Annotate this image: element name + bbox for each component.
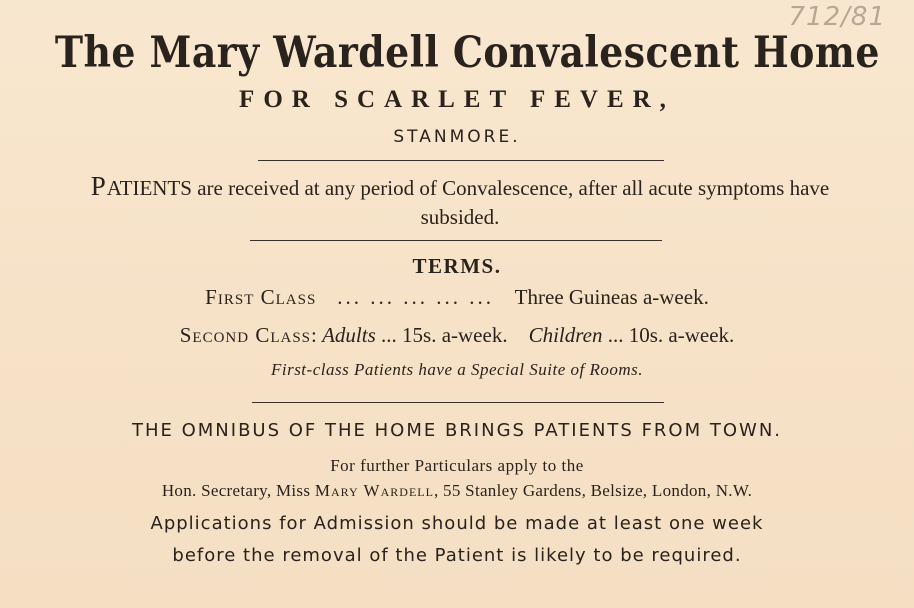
secretary-name: Mary Wardell	[314, 481, 434, 500]
children-label: Children	[528, 323, 603, 347]
first-class-note: First-class Patients have a Special Suite of Rooms.	[270, 360, 644, 379]
admission-line-1: Applications for Admission should be made at least one week	[150, 513, 764, 534]
home-subtitle: FOR SCARLET FEVER,	[239, 86, 675, 113]
intro-paragraph	[60, 172, 860, 232]
first-class-row	[0, 285, 914, 310]
home-title: The Mary Wardell Convalescent Home	[54, 28, 880, 78]
secretary-street: , 55 Stanley Gardens, Belsize, London, N.W.	[433, 481, 753, 500]
intro-lead-letter: P	[90, 171, 107, 201]
divider-top	[258, 160, 664, 161]
intro-lead-rest: ATIENTS	[106, 176, 192, 200]
intro-text: are received at any period of Convalescence, after all acute symptoms have subsided.	[191, 176, 830, 229]
first-class-label: First Class	[205, 285, 317, 309]
home-location: STANMORE.	[393, 127, 521, 147]
first-class-dots: ... ... ... ... ...	[337, 285, 495, 309]
divider-bottom	[252, 402, 664, 403]
terms-heading: TERMS.	[412, 254, 502, 278]
second-class-label: Second Class	[179, 323, 312, 347]
secretary-prefix: Hon. Secretary, Miss	[161, 481, 311, 500]
second-class-colon: :	[311, 323, 317, 347]
further-particulars: For further Particulars apply to the	[330, 456, 584, 475]
secretary-address	[0, 481, 914, 501]
adults-price: ... 15s. a-week.	[381, 323, 508, 347]
admission-line-2: before the removal of the Patient is likely to be required.	[172, 545, 742, 566]
omnibus-notice: THE OMNIBUS OF THE HOME BRINGS PATIENTS FROM TOWN.	[131, 420, 783, 441]
adults-label: Adults	[322, 323, 376, 347]
catalog-number: 712/81	[788, 2, 886, 32]
first-class-price: Three Guineas a-week.	[514, 285, 709, 309]
children-price: ... 10s. a-week.	[607, 323, 735, 347]
second-class-row	[0, 323, 914, 348]
divider-middle	[250, 240, 662, 241]
